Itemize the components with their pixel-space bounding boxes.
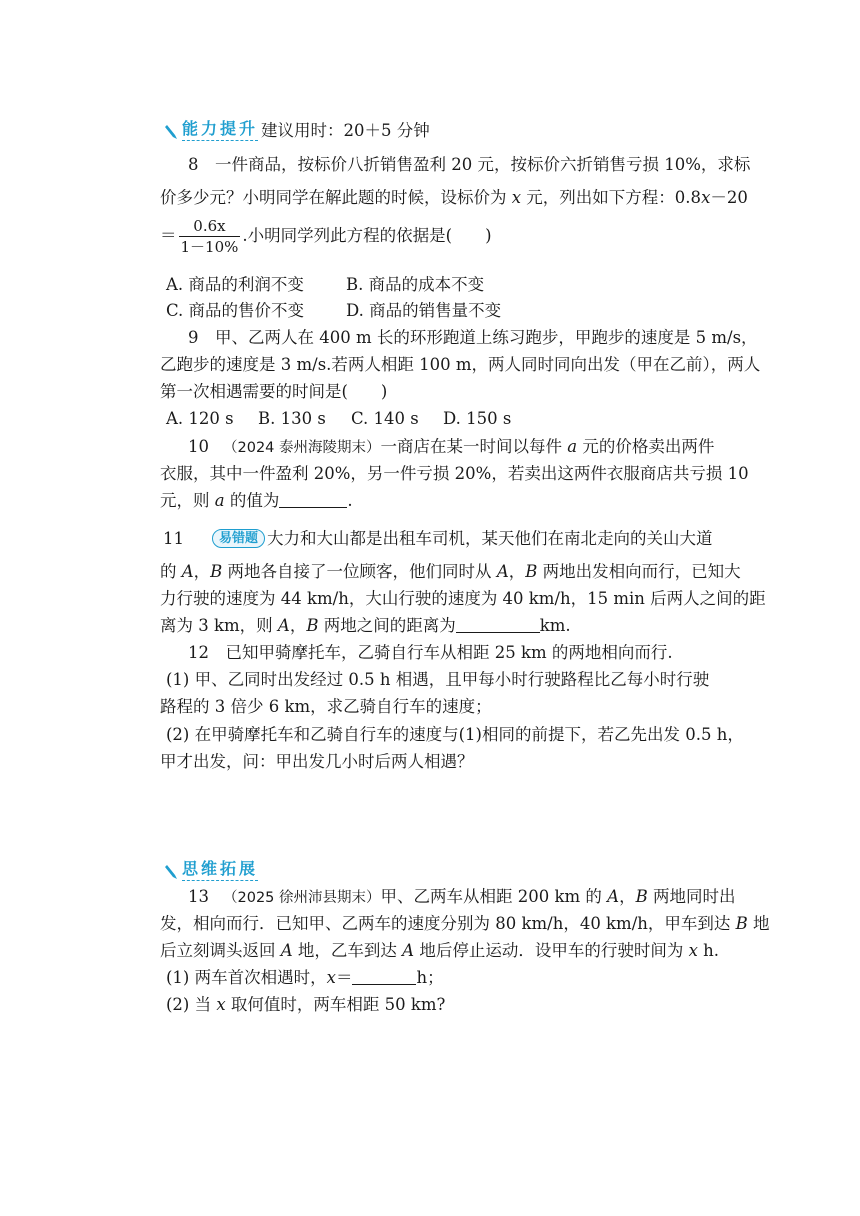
- section-title: 能力提升: [182, 116, 258, 141]
- answer-blank[interactable]: [456, 616, 540, 633]
- q12-line1: 12 已知甲骑摩托车，乙骑自行车从相距 25 km 的两地相向而行.: [188, 643, 673, 662]
- q8-equation-line: ＝ $\frac{0.6x}{1-10\%}$ .小明同学列此方程的依据是( ): [160, 217, 492, 256]
- q8-option-c: C. 商品的售价不变: [166, 301, 305, 320]
- q11-line3: 力行驶的速度为 44 km/h，大山行驶的速度为 40 km/h，15 min 后两人之间的距: [160, 589, 766, 608]
- q12-sub1-line2: 路程的 3 倍少 6 km，求乙骑自行车的速度；: [160, 697, 492, 716]
- q10-line1: 10 （2024 泰州海陵期末）一商店在某一时间以每件 a 元的价格卖出两件: [188, 437, 715, 456]
- answer-blank[interactable]: [352, 968, 416, 985]
- q13-line1: 13 （2025 徐州沛县期末）甲、乙两车从相距 200 km 的 A，B 两地同时出: [188, 887, 736, 906]
- q12-sub2-line1: (2) 在甲骑摩托车和乙骑自行车的速度与(1)相同的前提下，若乙先出发 0.5 h，: [166, 725, 744, 744]
- question-source: （2024 泰州海陵期末）: [223, 440, 381, 456]
- q11-line1: 11 易错题 大力和大山都是出租车司机，某天他们在南北走向的关山大道: [163, 529, 713, 548]
- q11-line2: 的 A，B 两地各自接了一位顾客，他们同时从 A，B 两地出发相向而行，已知大: [160, 562, 741, 581]
- section-header-ability: [165, 116, 430, 141]
- section-header-thinking: [165, 856, 258, 881]
- q9-option-c: C. 140 s: [351, 409, 419, 428]
- q12-sub2-line2: 甲才出发，问：甲出发几小时后两人相遇？: [160, 752, 474, 771]
- q8-option-b: B. 商品的成本不变: [346, 275, 485, 294]
- q9-line2: 乙跑步的速度是 3 m/s.若两人相距 100 m，两人同时同向出发（甲在乙前），两人: [160, 355, 761, 374]
- q13-line2: 发，相向而行．已知甲、乙两车的速度分别为 80 km/h，40 km/h，甲车到达 B 地: [160, 914, 770, 933]
- pen-icon: [165, 863, 179, 881]
- q10-line3: 元，则 a 的值为 .: [160, 491, 353, 510]
- q9-option-b: B. 130 s: [258, 409, 326, 428]
- q12-sub1-line1: (1) 甲、乙同时出发经过 0.5 h 相遇，且甲每小时行驶路程比乙每小时行驶: [166, 670, 710, 689]
- q13-line3: 后立刻调头返回 A 地，乙车到达 A 地后停止运动．设甲车的行驶时间为 x h.: [160, 941, 720, 960]
- section-title: 思维拓展: [182, 856, 258, 881]
- q10-line2: 衣服，其中一件盈利 20%，另一件亏损 20%，若卖出这两件衣服商店共亏损 10: [160, 464, 749, 483]
- q8-line1: 8 一件商品，按标价八折销售盈利 20 元，按标价六折销售亏损 10%，求标: [188, 155, 751, 174]
- q13-sub2: (2) 当 x 取何值时，两车相距 50 km?: [166, 995, 446, 1014]
- q9-option-d: D. 150 s: [443, 409, 512, 428]
- q13-sub1: (1) 两车首次相遇时，x＝ h；: [166, 968, 444, 987]
- fraction: $\frac{0.6x}{1-10\%}$: [180, 217, 239, 256]
- q9-line3: 第一次相遇需要的时间是( ): [160, 382, 388, 401]
- answer-blank[interactable]: [279, 491, 347, 508]
- q11-line4: 离为 3 km，则 A，B 两地之间的距离为 km.: [160, 616, 571, 635]
- q8-option-a: A. 商品的利润不变: [166, 275, 304, 294]
- q9-option-a: A. 120 s: [166, 409, 234, 428]
- pen-icon: [165, 123, 179, 141]
- question-source: （2025 徐州沛县期末）: [223, 890, 381, 906]
- q9-line1: 9 甲、乙两人在 400 m 长的环形跑道上练习跑步，甲跑步的速度是 5 m/s，: [188, 328, 758, 347]
- q8-option-d: D. 商品的销售量不变: [346, 301, 502, 320]
- error-prone-badge: 易错题: [212, 529, 265, 548]
- time-hint: 建议用时：20＋5 分钟: [261, 121, 430, 140]
- q8-line2: 价多少元？小明同学在解此题的时候，设标价为 x 元，列出如下方程：0.8x－20: [160, 188, 748, 207]
